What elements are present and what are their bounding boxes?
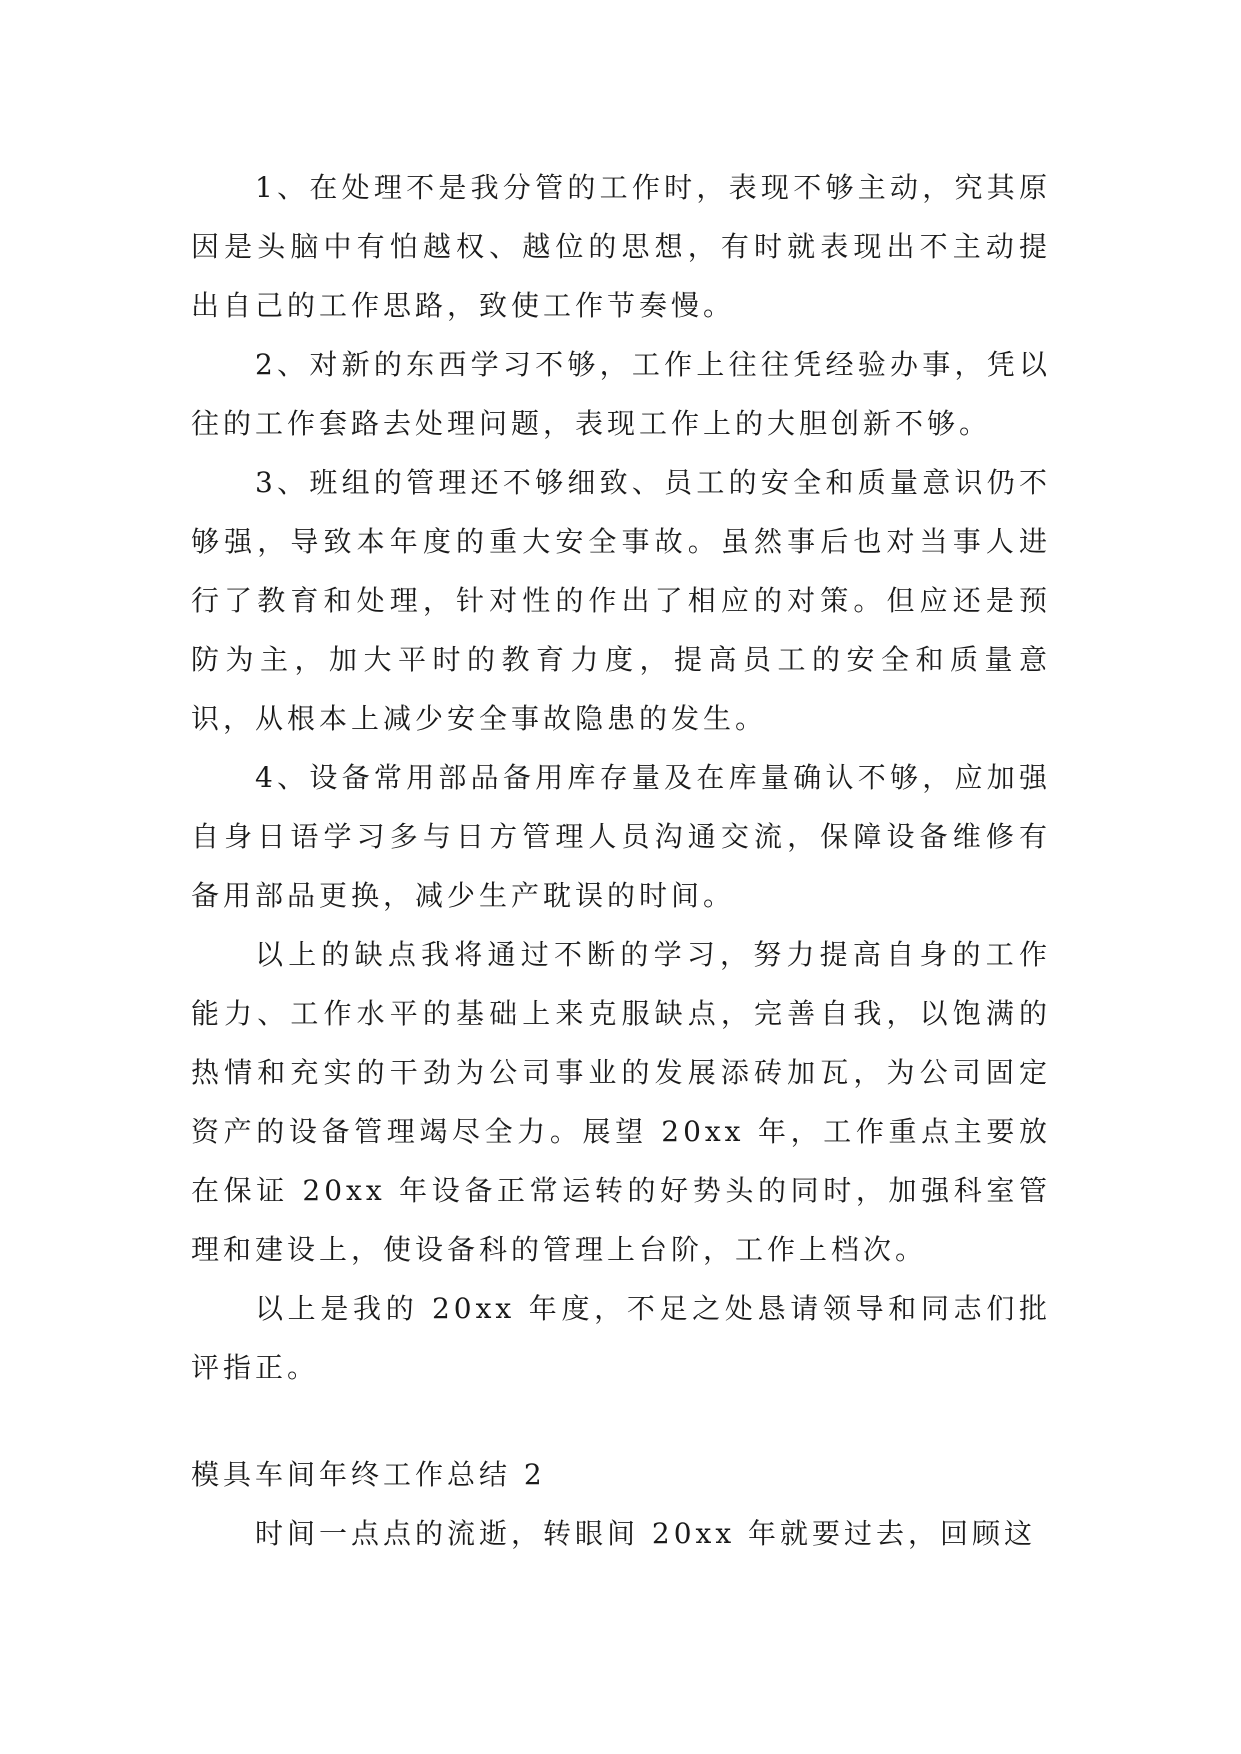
section-opening-paragraph: 时间一点点的流逝，转眼间 20xx 年就要过去，回顾这	[255, 1517, 1037, 1550]
paragraph-item-4: 4、设备常用部品备用库存量及在库量确认不够，应加强自身日语学习多与日方管理人员沟通交流，保障设备维修有备用部品更换，减少生产耽误的时间。	[191, 761, 1051, 912]
document-body	[191, 158, 1051, 1563]
paragraph-item-2: 2、对新的东西学习不够，工作上往往凭经验办事，凭以往的工作套路去处理问题，表现工作上的大胆创新不够。	[191, 348, 1051, 440]
section-title: 模具车间年终工作总结 2	[191, 1458, 546, 1491]
paragraph-item-3: 3、班组的管理还不够细致、员工的安全和质量意识仍不够强，导致本年度的重大安全事故。虽然事后也对当事人进行了教育和处理，针对性的作出了相应的对策。但应还是预防为主，加大平时的教育力度，提高员工的安全和质量意识，从根本上减少安全事故隐患的发生。	[191, 466, 1051, 735]
paragraph-item-1: 1、在处理不是我分管的工作时，表现不够主动，究其原因是头脑中有怕越权、越位的思想，有时就表现出不主动提出自己的工作思路，致使工作节奏慢。	[191, 171, 1051, 322]
summary-paragraph: 以上的缺点我将通过不断的学习，努力提高自身的工作能力、工作水平的基础上来克服缺点，完善自我，以饱满的热情和充实的干劲为公司事业的发展添砖加瓦，为公司固定资产的设备管理竭尽全力。展望 20xx 年，工作重点主要放在保证 20xx 年设备正常运转的好势头的同时，加强科室管理和建设上，使设备科的管理上台阶，工作上档次。	[191, 938, 1051, 1266]
closing-paragraph: 以上是我的 20xx 年度，不足之处恳请领导和同志们批评指正。	[191, 1292, 1051, 1384]
